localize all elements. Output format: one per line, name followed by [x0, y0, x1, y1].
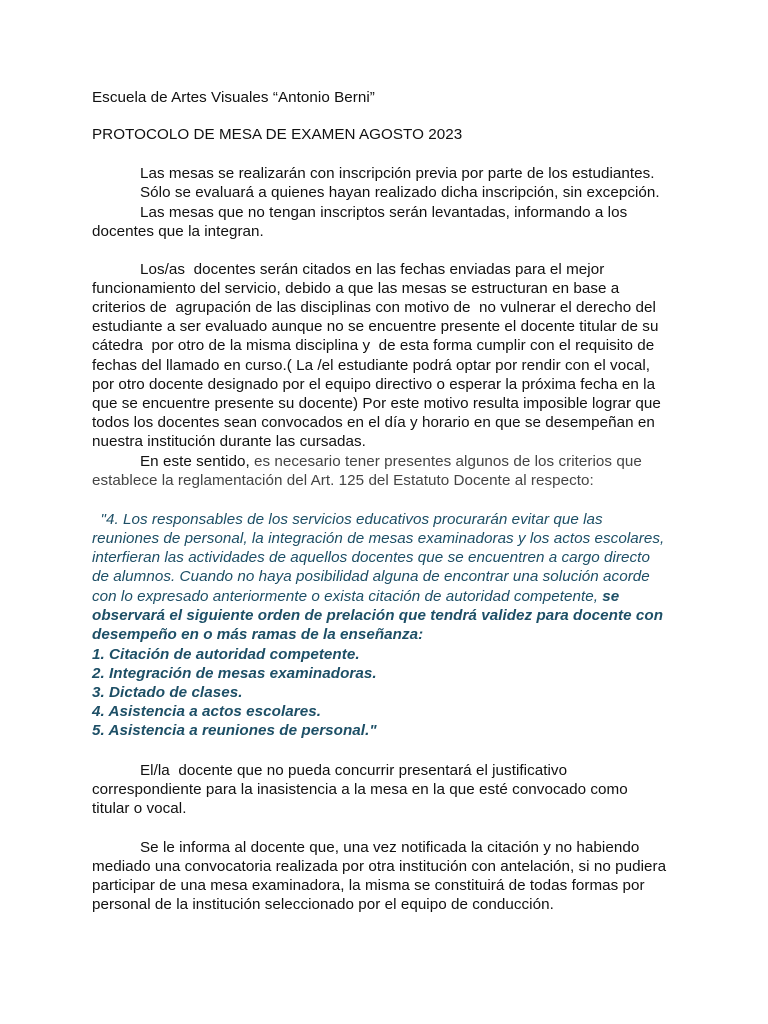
paragraph-line: establece la reglamentación del Art. 125 del Estatuto Docente al respecto:: [92, 472, 594, 489]
paragraph-line: personal de la institución seleccionado por el equipo de conducción.: [92, 896, 554, 913]
prelation-item: 2. Integración de mesas examinadoras.: [92, 665, 377, 682]
prelation-item: 4. Asistencia a actos escolares.: [92, 703, 321, 720]
document-title: PROTOCOLO DE MESA DE EXAMEN AGOSTO 2023: [92, 126, 463, 143]
paragraph-line: por otro docente designado por el equipo directivo o esperar la próxima fecha en la: [92, 376, 656, 393]
quote-line: [92, 587, 619, 606]
paragraph-line: Sólo se evaluará a quienes hayan realizado dicha inscripción, sin excepción.: [140, 184, 660, 201]
paragraph-line: funcionamiento del servicio, debido a que las mesas se estructuran en base a: [92, 280, 620, 297]
paragraph-line: Las mesas que no tengan inscriptos serán levantadas, informando a los: [140, 204, 628, 221]
quote-line: interfieran las actividades de aquellos docentes que se encuentren a cargo directo: [92, 549, 650, 566]
quote-line: "4. Los responsables de los servicios educativos procurarán evitar que las: [92, 511, 603, 528]
quote-line: reuniones de personal, la integración de mesas examinadoras y los actos escolares,: [92, 530, 665, 547]
quote-line-bold: se: [602, 588, 620, 605]
paragraph-line: participar de una mesa examinadora, la misma se constituirá de todas formas por: [92, 877, 645, 894]
paragraph-lead: En este sentido,: [140, 453, 250, 470]
paragraph-line: mediado una convocatoria realizada por otra institución con antelación, si no pudiera: [92, 858, 667, 875]
quote-bold-line: observará el siguiente orden de prelación que tendrá validez para docente con: [92, 607, 664, 624]
paragraph-line: cátedra por otro de la misma disciplina y de esta forma cumplir con el requisito de: [92, 337, 655, 354]
paragraph-line: Se le informa al docente que, una vez notificada la citación y no habiendo: [140, 839, 640, 856]
paragraph-line: fechas del llamado en curso.( La /el estudiante podrá optar por rendir con el vocal,: [92, 357, 651, 374]
paragraph-line: que se encuentre presente su docente) Por este motivo resulta imposible lograr que: [92, 395, 661, 412]
quote-line-normal: con lo expresado anteriormente o exista citación de autoridad competente,: [92, 588, 603, 605]
prelation-item: 3. Dictado de clases.: [92, 684, 243, 701]
prelation-item: 1. Citación de autoridad competente.: [92, 646, 360, 663]
paragraph-line: Las mesas se realizarán con inscripción previa por parte de los estudiantes.: [140, 165, 655, 182]
paragraph-line: criterios de agrupación de las disciplinas con motivo de no vulnerar el derecho del: [92, 299, 656, 316]
paragraph-line: [140, 452, 642, 471]
paragraph-line: El/la docente que no pueda concurrir presentará el justificativo: [140, 762, 568, 779]
paragraph-line: estudiante a ser evaluado aunque no se encuentre presente el docente titular de su: [92, 318, 659, 335]
paragraph-line: docentes que la integran.: [92, 223, 264, 240]
paragraph-line: titular o vocal.: [92, 800, 187, 817]
prelation-item: 5. Asistencia a reuniones de personal.": [92, 722, 377, 739]
quote-line: de alumnos. Cuando no haya posibilidad alguna de encontrar una solución acorde: [92, 568, 650, 585]
paragraph-line: correspondiente para la inasistencia a la mesa en la que esté convocado como: [92, 781, 628, 798]
school-name: Escuela de Artes Visuales “Antonio Berni”: [92, 89, 375, 106]
paragraph-line: nuestra institución durante las cursadas.: [92, 433, 366, 450]
paragraph-rest: es necesario tener presentes algunos de los criterios que: [249, 453, 642, 470]
paragraph-line: Los/as docentes serán citados en las fechas enviadas para el mejor: [140, 261, 605, 278]
quote-bold-line: desempeño en o más ramas de la enseñanza:: [92, 626, 424, 643]
paragraph-line: todos los docentes sean convocados en el día y horario en que se desempeñan en: [92, 414, 655, 431]
